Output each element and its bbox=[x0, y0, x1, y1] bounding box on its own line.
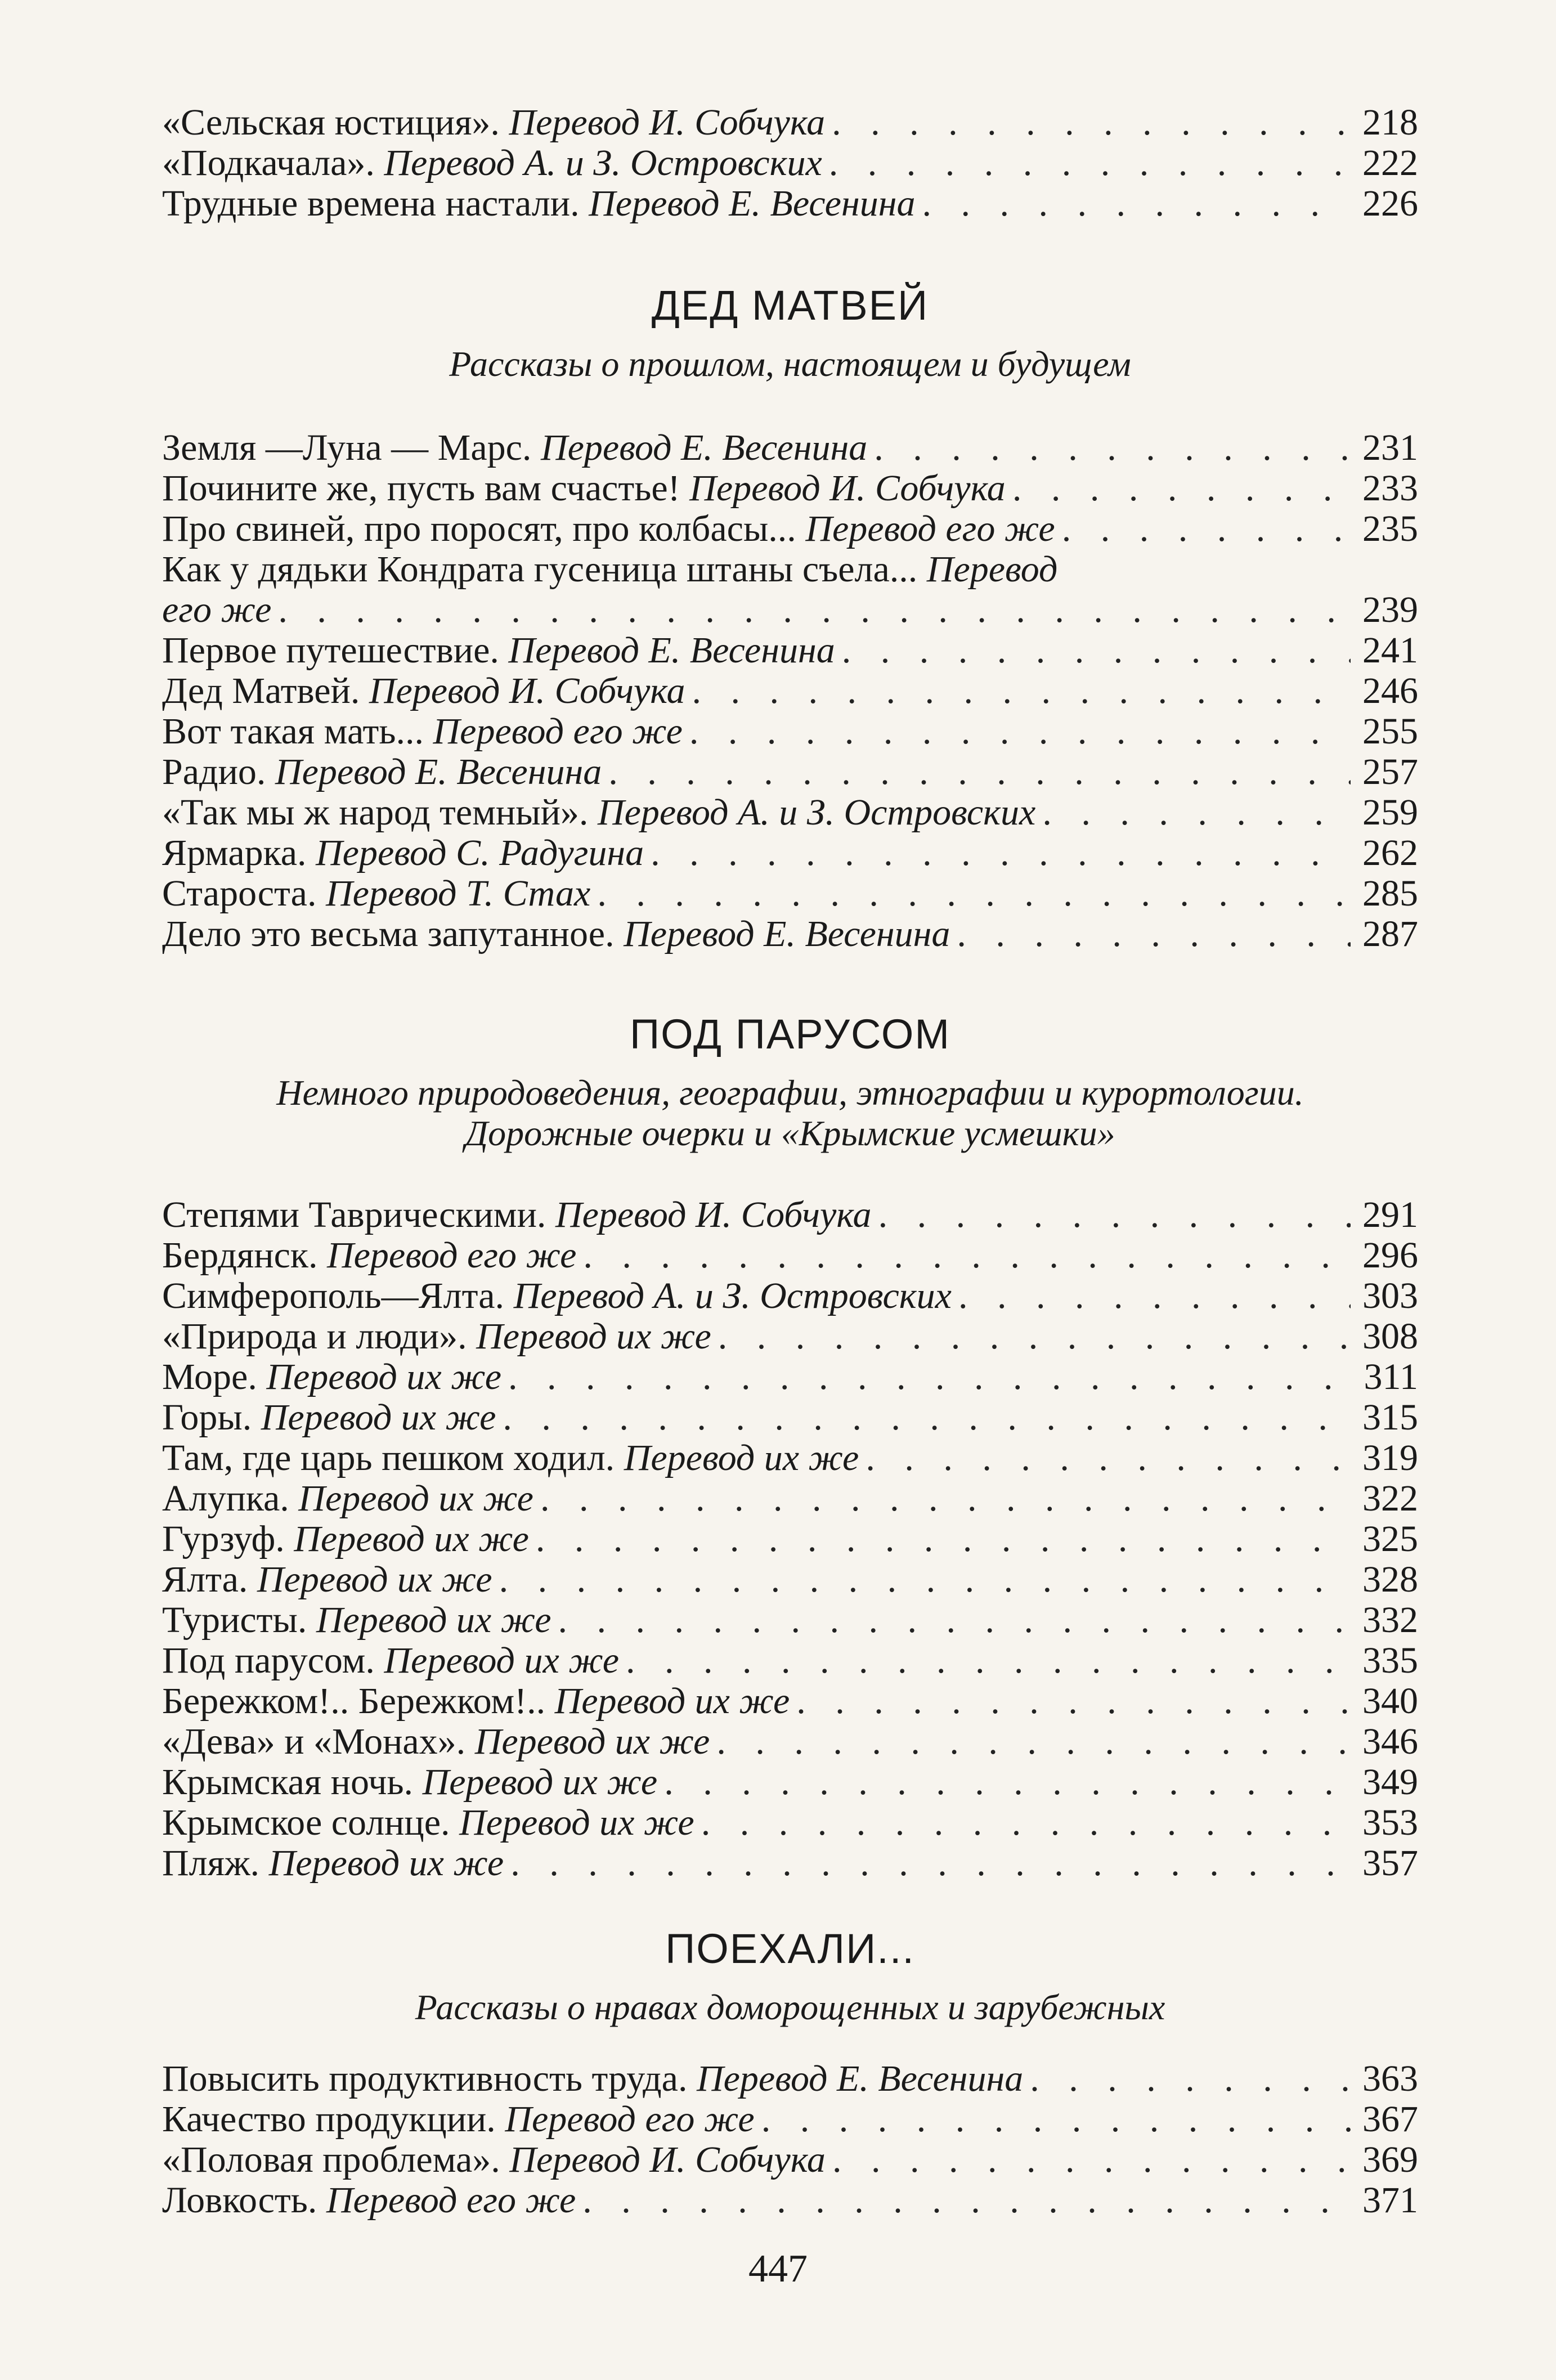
toc-entry: Как у дядьки Кондрата гусеница штаны съела... Перевод bbox=[162, 549, 1058, 590]
toc-entry: Пляж. Перевод их же . . . 357 bbox=[162, 1843, 1418, 1884]
toc-entry: Про свиней, про поросят, про колбасы... Перевод его же . . . 235 bbox=[162, 509, 1418, 549]
toc-entry: Земля —Луна — Марс. Перевод Е. Весенина . . . 231 bbox=[162, 428, 1418, 468]
toc-entry: Туристы. Перевод их же . . . 332 bbox=[162, 1600, 1418, 1641]
toc-entry: Качество продукции. Перевод его же . . . 367 bbox=[162, 2099, 1418, 2140]
page-number: 447 bbox=[748, 2247, 808, 2291]
toc-entry: Алупка. Перевод их же . . . 322 bbox=[162, 1478, 1418, 1519]
toc-entry: «Сельская юстиция». Перевод И. Собчука . . . 218 bbox=[162, 102, 1418, 143]
toc-block-pod-parusom bbox=[162, 1195, 1418, 1884]
toc-entry: Дело это весьма запутанное. Перевод Е. Весенина . . . 287 bbox=[162, 914, 1418, 954]
toc-entry: Первое путешествие. Перевод Е. Весенина . . . 241 bbox=[162, 630, 1418, 671]
toc-entry: Крымское солнце. Перевод их же . . . 353 bbox=[162, 1803, 1418, 1843]
toc-entry: Море. Перевод их же . . . 311 bbox=[162, 1357, 1418, 1397]
toc-entry: Дед Матвей. Перевод И. Собчука . . . 246 bbox=[162, 671, 1418, 711]
toc-entry: Горы. Перевод их же . . . 315 bbox=[162, 1397, 1418, 1438]
toc-entry: Симферополь—Ялта. Перевод А. и З. Островских . . . 303 bbox=[162, 1276, 1418, 1316]
toc-block-ded-matvey bbox=[162, 428, 1418, 954]
section-subtitle: Немного природоведения, географии, этнографии и курортологии. bbox=[276, 1073, 1304, 1113]
toc-entry: «Дева» и «Монах». Перевод их же . . . 346 bbox=[162, 1722, 1418, 1762]
section-subtitle: Рассказы о нравах доморощенных и зарубежных bbox=[415, 1987, 1165, 2027]
toc-entry: Под парусом. Перевод их же . . . 335 bbox=[162, 1641, 1418, 1681]
toc-entry: «Подкачала». Перевод А. и З. Островских . . . 222 bbox=[162, 143, 1418, 183]
section-pod-parusom bbox=[162, 1010, 1418, 1154]
section-subtitle: Дорожные очерки и «Крымские усмешки» bbox=[465, 1113, 1115, 1153]
toc-entry: Крымская ночь. Перевод их же . . . 349 bbox=[162, 1762, 1418, 1803]
section-title: ДЕД МАТВЕЙ bbox=[651, 282, 929, 329]
toc-entry: Ловкость. Перевод его же . . . 371 bbox=[162, 2180, 1418, 2221]
toc-entry: Трудные времена настали. Перевод Е. Весенина . . . 226 bbox=[162, 183, 1418, 224]
toc-entry: Повысить продуктивность труда. Перевод Е. Весенина . . . 363 bbox=[162, 2059, 1418, 2099]
toc-entry: Там, где царь пешком ходил. Перевод их же . . . 319 bbox=[162, 1438, 1418, 1478]
section-ded-matvey bbox=[162, 281, 1418, 384]
toc-entry: Степями Таврическими. Перевод И. Собчука . . . 291 bbox=[162, 1195, 1418, 1235]
toc-entry: Бердянск. Перевод его же . . . 296 bbox=[162, 1235, 1418, 1276]
toc-block-poehali bbox=[162, 2059, 1418, 2221]
toc-block-continued bbox=[162, 102, 1418, 224]
toc-entry: Гурзуф. Перевод их же . . . 325 bbox=[162, 1519, 1418, 1559]
toc-entry: Радио. Перевод Е. Весенина . . . 257 bbox=[162, 752, 1418, 792]
section-subtitle: Рассказы о прошлом, настоящем и будущем bbox=[449, 344, 1131, 384]
toc-entry: Почините же, пусть вам счастье! Перевод И. Собчука . . . 233 bbox=[162, 468, 1418, 509]
section-poehali bbox=[162, 1925, 1418, 2028]
toc-entry: «Так мы ж народ темный». Перевод А. и З. Островских . . . 259 bbox=[162, 792, 1418, 833]
toc-entry: Бережком!.. Бережком!.. Перевод их же . . . 340 bbox=[162, 1681, 1418, 1722]
toc-entry: «Природа и люди». Перевод их же . . . 308 bbox=[162, 1316, 1418, 1357]
section-title: ПОЕХАЛИ... bbox=[665, 1925, 915, 1972]
toc-entry: Ялта. Перевод их же . . . 328 bbox=[162, 1559, 1418, 1600]
toc-entry: Ярмарка. Перевод С. Радугина . . . 262 bbox=[162, 833, 1418, 873]
toc-entry: «Половая проблема». Перевод И. Собчука . . . 369 bbox=[162, 2140, 1418, 2180]
toc-entry-continuation: его же . . . 239 bbox=[162, 590, 1418, 630]
toc-entry: Вот такая мать... Перевод его же . . . 255 bbox=[162, 711, 1418, 752]
toc-entry: Староста. Перевод Т. Стах . . . 285 bbox=[162, 873, 1418, 914]
section-title: ПОД ПАРУСОМ bbox=[629, 1011, 951, 1057]
